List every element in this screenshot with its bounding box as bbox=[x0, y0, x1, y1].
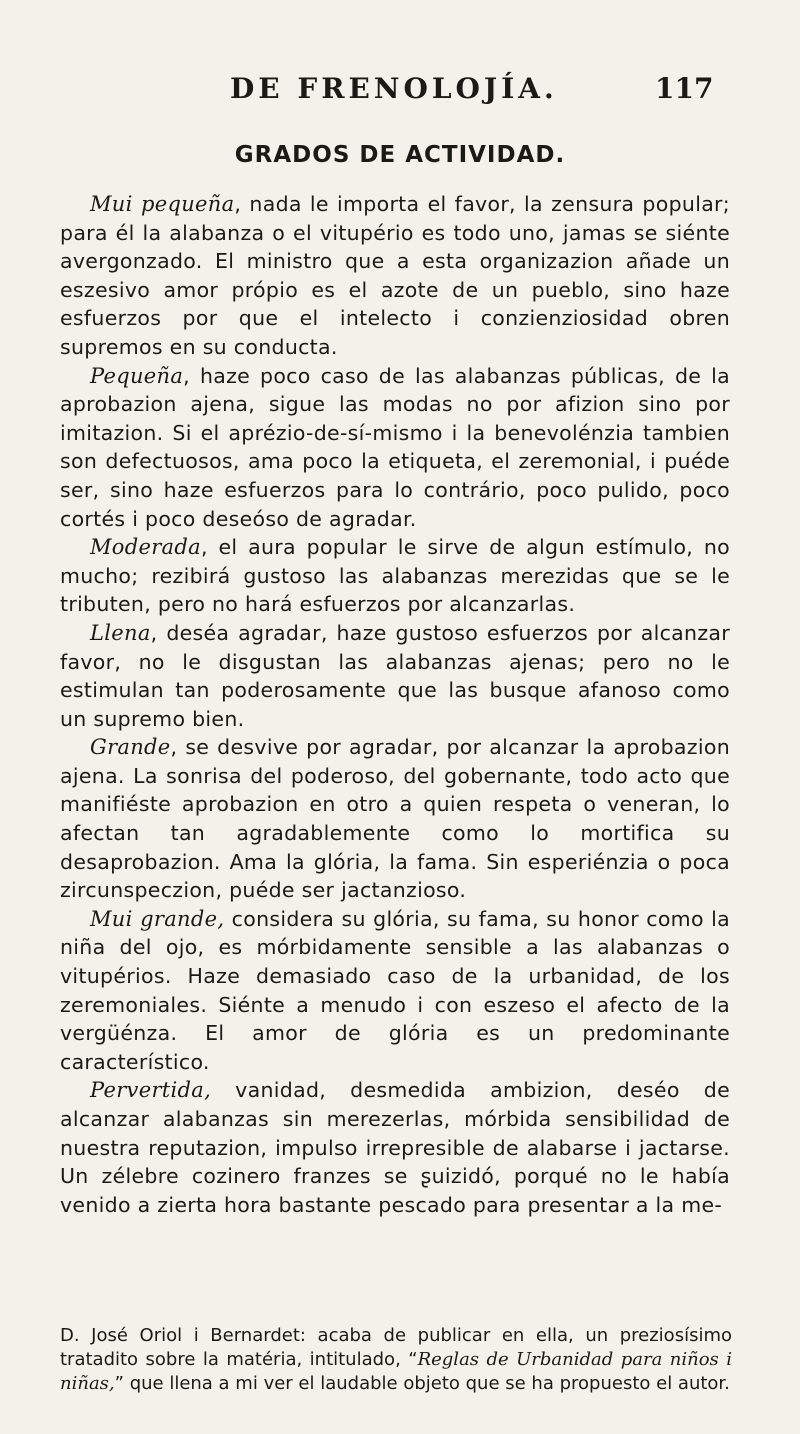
paragraph-term: Moderada bbox=[90, 535, 201, 560]
footnote-text bbox=[60, 1324, 732, 1396]
paragraph-text: , se desvive por agradar, por alcanzar la aprobazion ajena. La sonrisa del poderoso, del gobernante, todo acto que manifiéste aprobazion en otro a quien respeta o veneran, lo afectan tan agradablemente como lo mortifica su desaprobazion. Ama la glória, la fama. Sin esperiénzia o poca zircunspeczion, puéde ser jactanzioso. bbox=[60, 735, 730, 903]
paragraph-pequena bbox=[60, 362, 730, 534]
page-number: 117 bbox=[655, 72, 714, 105]
paragraph-term: Mui grande, bbox=[90, 906, 225, 931]
running-head bbox=[0, 72, 800, 112]
paragraph-text: , deséa agradar, haze gustoso esfuerzos por alcanzar favor, no le disgustan las alabanzas ajenas; pero no le estimulan tan poderosamente que las busque afanoso como un supremo bien. bbox=[60, 620, 730, 731]
paragraph-llena bbox=[60, 619, 730, 733]
paragraph-pervertida bbox=[60, 1076, 730, 1219]
paragraph-mui-grande bbox=[60, 905, 730, 1077]
paragraph-moderada bbox=[60, 533, 730, 619]
paragraph-term: Grande bbox=[90, 735, 171, 760]
paragraph-text: considera su glória, su fama, su honor como la niña del ojo, es mórbidamente sensible a las alabanzas o vitupérios. Haze demasiado caso de la urbanidad, de los zeremoniales. Siénte a menudo i con eszeso el afecto de la vergüénza. El amor de glória es un predominante característico. bbox=[60, 906, 730, 1074]
paragraph-term: Pequeña bbox=[90, 363, 184, 388]
footnote-after: ” que llena a mi ver el laudable objeto que se ha propuesto el autor. bbox=[114, 1373, 730, 1394]
paragraph-term: Pervertida, bbox=[90, 1078, 212, 1103]
section-title: GRADOS DE ACTIVIDAD. bbox=[234, 142, 566, 168]
paragraph-text: vanidad, desmedida ambizion, deséo de alcanzar alabanzas sin merezerlas, mórbida sensibilidad de nuestra reputazion, impulso irrepresible de alabarse i jactarse. Un zélebre cozinero franzes se ʂuizidó, porqué no le había venido a zierta hora bastante pescado para presentar a la me- bbox=[60, 1078, 730, 1217]
footnote-title: Reglas de Urbanidad para niños i niñas, bbox=[60, 1349, 732, 1394]
paragraph-grande bbox=[60, 733, 730, 905]
paragraph-text: , el aura popular le sirve de algun estímulo, no mucho; rezibirá gustoso las alabanzas merezidas que se le tributen, pero no hará esfuerzos por alcanzarlas. bbox=[60, 535, 730, 617]
running-title: DE FRENOLOJÍA. bbox=[230, 72, 558, 105]
footnote-before: D. José Oriol i Bernardet: acaba de publicar en ella, un preziosísimo tratadito sobre la matéria, intitulado, “ bbox=[60, 1325, 732, 1370]
paragraph-mui-pequena bbox=[60, 190, 730, 362]
paragraph-term: Mui pequeña bbox=[90, 192, 235, 216]
paragraph-text: , nada le importa el favor, la zensura popular; para él la alabanza o el vitupério es todo uno, jamas se siénte avergonzado. El ministro que a esta organizazion añade un eszesivo amor própio es el azote de un pueblo, sino haze esfuerzos por que el intelecto i conzienziosidad obren supremos en su conducta. bbox=[60, 192, 730, 359]
footnote bbox=[60, 1324, 732, 1396]
paragraph-text: , haze poco caso de las alabanzas públicas, de la aprobazion ajena, sigue las modas no por afizion sino por imitazion. Si el aprézio-de-sí-mismo i la benevolénzia tambien son defectuosos, ama poco la etiqueta, el zeremonial, i puéde ser, sino haze esfuerzos para lo contrário, poco pulido, poco cortés i poco deseóso de agradar. bbox=[60, 363, 730, 531]
body-text bbox=[60, 190, 730, 1219]
paragraph-term: Llena bbox=[90, 620, 151, 645]
